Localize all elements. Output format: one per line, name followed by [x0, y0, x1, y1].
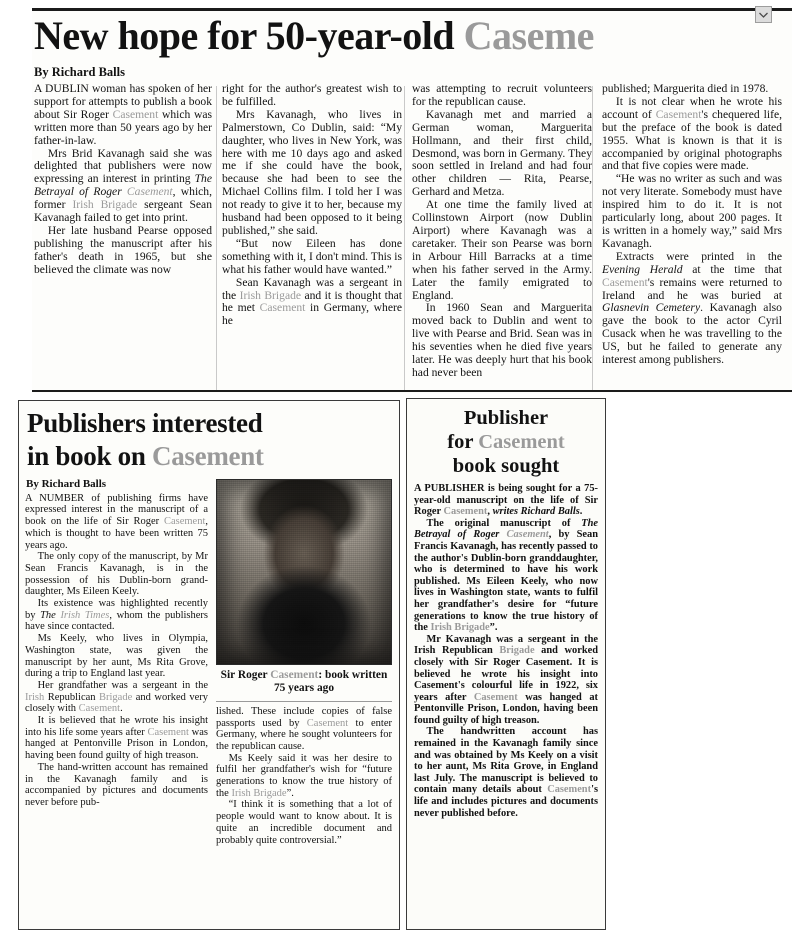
highlight-term: Casement: [306, 717, 349, 729]
article-top-byline: By Richard Balls: [34, 65, 125, 79]
photo-caption: [216, 669, 392, 696]
paragraph-text: A PUBLISHER is being sought for a 75-year-old manuscript on the life of Sir Roger: [414, 483, 598, 518]
headline-text-plain: for: [447, 431, 479, 453]
article-mid-column-2-top: [216, 479, 392, 846]
paragraph: “He was no writer as such and was not very literate. Somebody must have inspired him to do it. It is not particularly long, about 200 pages. It is written in a homely way,” said Mrs Kavanagh.: [602, 172, 782, 250]
paragraph: At one time the family lived at Collinstown Airport (now Dublin Airport) where Kavanagh was a caretaker. Their son Pearse was born in Arbour Hill Barracks at a time when his father served in the Army. Later the family emigrated to England.: [412, 198, 592, 302]
highlight-term: Irish: [25, 691, 45, 703]
headline-text-highlight: Casement: [478, 431, 565, 453]
column-divider: [404, 86, 405, 391]
publication-title-italic: The: [40, 609, 61, 621]
paragraph-text-tail: 's life and includes pictures and documents never published before.: [414, 784, 598, 819]
headline-line-1: Publisher: [463, 407, 549, 429]
highlight-term: Irish Brigade: [430, 622, 490, 634]
highlight-term: Irish Brigade: [231, 787, 287, 799]
article-new-hope: [32, 8, 792, 393]
paragraph: [34, 83, 212, 148]
paragraph-text: It is believed that he wrote his insight into his life some years after: [25, 715, 208, 738]
highlight-term: Casement: [547, 784, 592, 796]
article-mid-byline: By Richard Balls: [26, 478, 107, 490]
column-divider: [216, 86, 217, 391]
paragraph-text: The original manuscript of: [426, 517, 582, 529]
paragraph-text: lished. These include copies of false passports used by: [216, 705, 392, 729]
article-mid-headline: [27, 407, 393, 473]
highlight-term: Brigade: [499, 645, 535, 657]
paragraph-text-tail: .: [120, 703, 123, 715]
article-top-column-4: [602, 83, 792, 388]
highlight-term: Casement: [655, 107, 702, 121]
paragraph: right for the author's greatest wish to be fulfilled.: [222, 82, 402, 108]
paragraph-text: A NUMBER of publishing firms have expressed interest in the manuscript of a book on the life of Sir Roger: [25, 492, 208, 528]
paragraph-text: ,: [487, 506, 493, 518]
headline-line-2: [27, 440, 393, 473]
book-title-italic: The Betrayal of Roger: [414, 517, 598, 541]
article-publisher-sought: [406, 398, 606, 930]
paragraph: [216, 706, 392, 753]
paragraph-text: at the time that: [682, 262, 782, 276]
paragraph: “But now Eileen has done something with it, I don't mind. This is what his father would have wanted.”: [222, 236, 402, 276]
paragraph: Her late husband Pearse opposed publishing the manuscript after his father's death in 1965, but she believed the climate was now: [34, 223, 212, 276]
highlight-term: Casement: [443, 506, 488, 518]
highlight-term: Irish Brigade: [239, 288, 302, 302]
paragraph: [216, 753, 392, 800]
article-top-headline: [34, 13, 792, 59]
caption-text-tail: : book written 75 years ago: [273, 669, 388, 695]
paragraph-text-tail: in Germany, where he: [222, 301, 402, 328]
paragraph-text-tail: was hanged at Pentonville Prison in London, having been found guilty of high treason.: [25, 726, 208, 762]
caption-text-plain: Sir Roger: [220, 669, 271, 681]
paragraph: “I think it is something that a lot of people would want to know about. It is quite an incredible document and probably quite controversial.”: [216, 799, 392, 846]
headline-text-highlight: Caseme: [463, 13, 594, 58]
paragraph-text-tail: to enter Germany, where he sought volunteers for the republican cause.: [216, 717, 392, 752]
highlight-term: Casement: [126, 185, 173, 199]
highlight-term: Casement: [112, 107, 159, 121]
paragraph-text-tail: 's chequered life, but the preface of the book is dated 1955. What is known is that it is accompanied by original photographs and that five copies were made.: [602, 107, 782, 173]
paragraph-text: Its existence was highlighted recently by: [25, 598, 208, 621]
paragraph: [222, 277, 402, 329]
article-right-body: [414, 483, 598, 819]
book-title-italic: The Betrayal of Roger: [34, 172, 212, 199]
article-top-column-3: [412, 83, 602, 388]
paragraph-text: A DUBLIN woman has spoken of her support for attempts to publish a book about Sir Roger: [34, 82, 212, 121]
paragraph-text: Her grandfather was a sergeant in the: [37, 679, 208, 691]
paragraph-text-tail: which was written more than 50 years ago by her father-in-law.: [34, 107, 212, 147]
paragraph-text: Extracts were printed in the: [615, 249, 782, 263]
place-name-italic: Glasnevin Cemetery: [602, 301, 701, 315]
highlight-term: Casement: [506, 529, 549, 541]
article-top-column-2: [222, 83, 412, 388]
bottom-rule: [32, 390, 792, 392]
photo-vignette-layer: [217, 480, 391, 664]
paragraph-text: Sean Kavanagh was a sergeant in the: [222, 275, 402, 302]
article-right-headline: [414, 406, 598, 478]
paragraph: Mrs Kavanagh, who lives in Palmerstown, Co Dublin, said: “My daughter, who lives in New York, was here with me 10 days ago and asked me if she could have the book, because she had been to see the Michael Collins film. I told her I was not ready to give it to her, because my husband had been opposed to it being published,” she said.: [222, 107, 402, 237]
article-mid-column-1-top: [25, 479, 208, 846]
publication-title-italic: Evening Herald: [602, 262, 683, 276]
headline-text-highlight: Casement: [152, 441, 264, 471]
highlight-term: Casement: [602, 275, 648, 289]
paragraph-text-tail: ”.: [489, 622, 498, 634]
paragraph: Ms Keely, who lives in Olympia, Washington state, was given the manuscript by her aunt, Ms Rita Grove, during a trip to England last year.: [25, 633, 208, 680]
paragraph: The hand-written account has remained in the Kavanagh family and is accompanied by pictures and documents never before pub-: [25, 761, 208, 808]
paragraph: was attempting to recruit volunteers for the republican cause.: [412, 82, 592, 108]
paragraph-text-tail: , whom the publishers have since contacted.: [25, 609, 209, 633]
paragraph-text: Republican: [44, 691, 100, 703]
paragraph: [414, 634, 598, 727]
paragraph: [414, 483, 598, 518]
highlight-term: Casement: [163, 516, 206, 528]
paragraph: [25, 493, 208, 552]
paragraph: [25, 715, 208, 762]
paragraph-text: and it is thought that he met: [222, 288, 403, 315]
highlight-term: Casement: [259, 301, 306, 315]
highlight-term: Irish Times: [60, 609, 110, 621]
paragraph-text: The handwritten account has remained in the Kavanagh family since and was obtained by Ms Keely on a visit to her aunt, Ms Rita Grove, in England last July. The manuscript is believed to contain many details about: [414, 726, 598, 796]
headline-text-plain: New hope for 50-year-old: [34, 13, 464, 58]
paragraph-text: Ms Keely said it was her desire to fulfil her grandfather's wish for “future generations to know the true history of the: [216, 752, 392, 799]
article-publishers-interested: [18, 400, 400, 930]
inline-byline-italic: writes Richard Balls: [492, 506, 580, 518]
paragraph: Kavanagh met and married a German woman, Marguerita Hollmann, and their first child, Desmond, was born in Germany. They soon settled in Ireland and had four other children — Rita, Pearse, Gerhard and Metza.: [412, 107, 592, 199]
article-top-column-1: [32, 83, 222, 388]
highlight-term: Casement: [473, 691, 518, 703]
paragraph-text: and worked very closely with: [25, 691, 208, 715]
paragraph-text-tail: .: [579, 506, 583, 518]
paragraph-text-tail: ”.: [286, 787, 294, 799]
paragraph-text: It is not clear when he wrote his account of: [602, 94, 782, 121]
top-rule: [32, 8, 792, 11]
headline-line-2: [414, 430, 598, 454]
casement-portrait-photo: [216, 479, 392, 665]
paragraph: [602, 96, 782, 173]
paragraph-text-tail: . Kavanagh also gave the book to the actor Cyril Cusack when he was travelling to the US, but he failed to generate any interest among publishers.: [602, 301, 782, 367]
highlight-term: Irish Brigade: [72, 198, 138, 212]
caption-text-highlight: Casement: [270, 669, 319, 681]
article-mid-column-2-body: [216, 706, 392, 846]
paragraph-text-tail: , which is thought to have been written 75 years ago.: [25, 516, 208, 551]
paragraph-text-tail: was hanged at Pentonville Prison, London, having been found guilty of high treason.: [414, 691, 598, 726]
highlight-term: Casement: [147, 726, 189, 738]
paragraph-text: Mrs Brid Kavanagh said she was delighted that publishers were now expressing an interest in printing: [34, 146, 212, 186]
paragraph: published; Marguerita died in 1978.: [602, 82, 769, 95]
headline-text-plain: in book on: [27, 441, 153, 471]
highlight-term: Brigade: [99, 691, 133, 703]
headline-line-1: Publishers interested: [27, 408, 263, 438]
highlight-term: Casement: [78, 703, 121, 715]
paragraph: [602, 251, 782, 367]
paragraph-text-tail: sergeant Sean Kavanagh failed to get into print.: [34, 198, 212, 225]
paragraph: [34, 148, 212, 225]
headline-line-3: book sought: [452, 455, 560, 477]
paragraph-text: , which, former: [34, 185, 213, 212]
chevron-down-icon[interactable]: [755, 6, 772, 23]
paragraph-text: , by Sean Francis Kavanagh, has recently passed to the author's Dublin-born granddaughter, who is determined to have his work published. Ms Eileen Keely, who now lives in Washington state, wants to fulfil her grandfather's desire for “future generations to know the true history of the: [414, 529, 598, 634]
paragraph: [414, 518, 598, 634]
article-mid-top-block: [25, 479, 393, 846]
article-top-columns: [32, 83, 792, 388]
paragraph-text: 's remains were returned to Ireland and he was buried at: [602, 275, 782, 302]
paragraph-text: and worked closely with Sir Roger Casement. It is believed he wrote his insight into Casement's colourful life in 1922, six years after: [414, 645, 598, 703]
paragraph: [25, 598, 208, 633]
paragraph: The only copy of the manuscript, by Mr Sean Francis Kavanagh, is in the possession of his Dublin-born grand-daughter, Ms Eileen Keely.: [25, 551, 208, 598]
paragraph-text: Mr Kavanagh was a sergeant in the Irish Republican: [414, 633, 598, 657]
column-divider: [592, 86, 593, 391]
paragraph: [414, 726, 598, 819]
paragraph: In 1960 Sean and Marguerita moved back to Dublin and went to live with Pearse and Brid. Sean was in his seventies when he died five years later. He was deeply hurt that his book had never been: [412, 301, 592, 379]
paragraph: [25, 680, 208, 715]
caption-divider: [216, 701, 392, 702]
